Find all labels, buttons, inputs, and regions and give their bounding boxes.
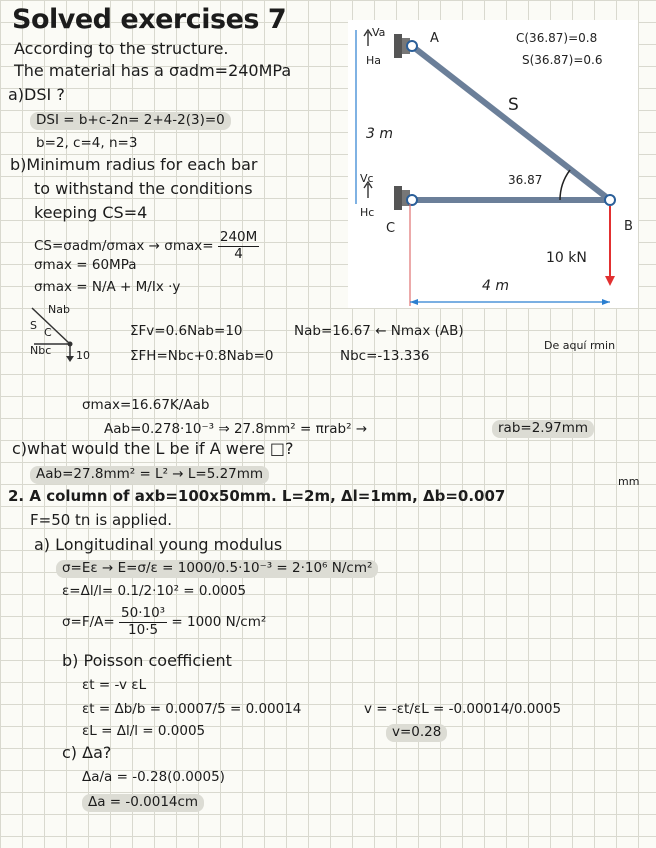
- fbd-nab-label: Nab: [48, 303, 70, 316]
- label-ha: Ha: [366, 54, 382, 67]
- delta-a-result: Δa = -0.0014cm: [82, 794, 204, 812]
- part-b-heading-2: to withstand the conditions: [34, 179, 253, 198]
- label-va: Va: [372, 26, 386, 39]
- longitudinal-strain-calc: εL = Δl/l = 0.0005: [82, 723, 206, 739]
- fbd-nbc-label: Nbc: [30, 344, 52, 357]
- load-arrow-head: [605, 276, 615, 286]
- dsi-formula: DSI = b+c-2n= 2+4-2(3)=0: [30, 112, 231, 130]
- label-b: B: [624, 219, 633, 234]
- label-c: C: [386, 221, 396, 236]
- joint-a: [407, 41, 417, 51]
- area-calculation: Aab=0.278·10⁻³ ⇒ 27.8mm² = πrab² →: [104, 421, 368, 437]
- angle-arc: [560, 170, 570, 200]
- cs-fraction-num: 240M: [219, 229, 258, 245]
- page-title: Solved exercises 7: [12, 4, 287, 35]
- strain-calc: ε=Δl/l= 0.1/2·10² = 0.0005: [62, 583, 247, 599]
- nbc-result: Nbc=-13.336: [340, 348, 430, 364]
- va-arrow: [364, 30, 372, 46]
- label-cosine: C(36.87)=0.8: [516, 31, 598, 45]
- width-arrow-right: [602, 299, 610, 305]
- label-hc: Hc: [360, 206, 375, 219]
- stress-calc-text: σ=F/A=: [62, 614, 120, 631]
- problem-2-statement: 2. A column of axb=100x50mm. L=2m, Δl=1mm, Δb=0.007: [8, 487, 506, 505]
- problem-2-force: F=50 tn is applied.: [30, 511, 173, 529]
- joint-c: [407, 195, 417, 205]
- fbd-s-label: S: [30, 319, 37, 332]
- label-sine: S(36.87)=0.6: [522, 53, 603, 67]
- part-2b-heading: b) Poisson coefficient: [62, 651, 232, 670]
- sigma-max-formula: σmax = N/A + M/Ix ·y: [34, 279, 181, 295]
- fbd-load-label: 10: [76, 349, 90, 362]
- cs-equation-text: CS=σadm/σmax → σmax=: [34, 238, 214, 255]
- delta-a-ratio: Δa/a = -0.28(0.0005): [82, 769, 225, 785]
- part-2c-heading: c) Δa?: [62, 743, 112, 762]
- label-a: A: [430, 31, 439, 46]
- part-a-heading: a)DSI ?: [8, 85, 65, 104]
- part-c-heading: c)what would the L be if A were □?: [12, 439, 294, 458]
- fbd-arrow-head: [66, 356, 74, 362]
- poisson-ratio-calc: v = -εt/εL = -0.00014/0.0005: [364, 701, 562, 717]
- label-load: 10 kN: [546, 250, 587, 266]
- cs-fraction-den: 4: [234, 245, 243, 262]
- support-a-wall: [394, 34, 402, 58]
- stress-calc: [62, 606, 266, 638]
- stress-calc-result: = 1000 N/cm²: [167, 614, 267, 631]
- side-length-calc: Aab=27.8mm² = L² → L=5.27mm: [30, 466, 269, 484]
- radius-result: rab=2.97mm: [492, 420, 594, 438]
- stress-fraction-den: 10·5: [128, 621, 159, 638]
- sigma-max-area: σmax=16.67K/Aab: [82, 397, 210, 413]
- width-arrow-left: [410, 299, 418, 305]
- stress-fraction-num: 50·10³: [121, 605, 166, 621]
- part-2a-heading: a) Longitudinal young modulus: [34, 535, 283, 554]
- dsi-values: b=2, c=4, n=3: [36, 135, 138, 151]
- sum-fv: ΣFv=0.6Nab=10: [130, 323, 243, 339]
- label-vc: Vc: [360, 172, 374, 185]
- part-b-heading-1: b)Minimum radius for each bar: [10, 155, 258, 174]
- poisson-definition: εt = -v εL: [82, 677, 147, 693]
- label-height: 3 m: [366, 126, 393, 142]
- fbd-c-label: C: [44, 326, 52, 339]
- intro-line-2: The material has a σadm=240MPa: [14, 61, 292, 80]
- sigma-max-value: σmax = 60MPa: [34, 257, 137, 273]
- part-b-heading-3: keeping CS=4: [34, 203, 148, 222]
- rmin-note: De aquí rmin: [544, 339, 616, 352]
- joint-b: [605, 195, 615, 205]
- nab-result: Nab=16.67 ← Nmax (AB): [294, 323, 464, 339]
- truss-diagram: [348, 20, 638, 308]
- delta-b-unit: mm: [618, 475, 640, 488]
- label-angle: 36.87: [508, 173, 543, 187]
- transverse-strain-calc: εt = Δb/b = 0.0007/5 = 0.00014: [82, 701, 302, 717]
- sum-fh: ΣFH=Nbc+0.8Nab=0: [130, 348, 274, 364]
- support-c-wall: [394, 186, 402, 210]
- intro-line-1: According to the structure.: [14, 39, 229, 58]
- young-modulus-calc: σ=Eε → E=σ/ε = 1000/0.5·10⁻³ = 2·10⁶ N/cm²: [56, 560, 378, 578]
- fbd-node: [68, 342, 73, 347]
- label-width: 4 m: [482, 278, 509, 294]
- poisson-ratio-result: v=0.28: [386, 724, 447, 742]
- label-bar-s: S: [508, 95, 519, 115]
